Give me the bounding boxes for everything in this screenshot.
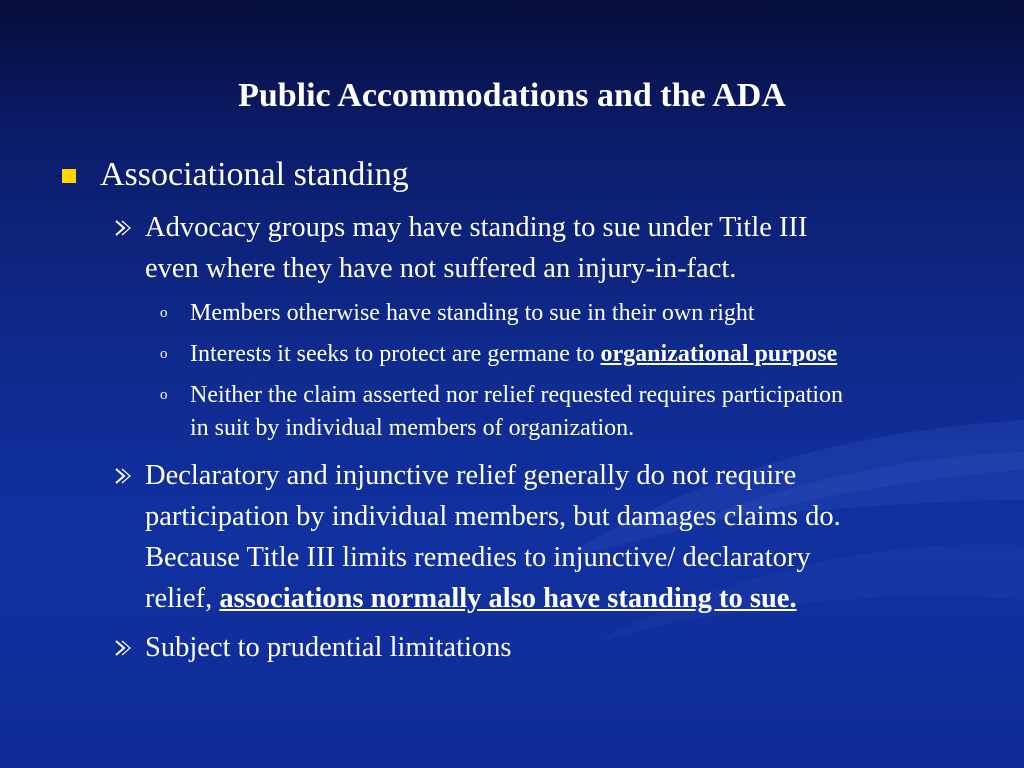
circle-bullet-icon: o xyxy=(160,305,168,321)
arrow-bullet-icon xyxy=(114,466,132,486)
requirement-text: Members otherwise have standing to sue in their own right xyxy=(190,300,755,326)
requirement-text: Interests it seeks to protect are germane to organizational purpose xyxy=(190,341,838,367)
arrow-bullet-icon xyxy=(114,218,132,238)
requirement-text: Neither the claim asserted nor relief requested requires participation in suit by individual members of organization. xyxy=(190,382,844,441)
emphasis-organizational-purpose: organizational purpose xyxy=(600,341,838,367)
square-bullet-icon xyxy=(62,169,76,183)
circle-bullet-icon: o xyxy=(160,387,168,403)
sub-bullet-text: Subject to prudential limitations xyxy=(145,632,512,663)
emphasis-associations-standing: associations normally also have standing to sue. xyxy=(219,583,797,614)
arrow-bullet-icon xyxy=(114,638,132,658)
slide-title: Public Accommodations and the ADA xyxy=(238,77,786,114)
sub-bullet-text: Advocacy groups may have standing to sue under Title III even where they have not suffered an injury-in-fact. xyxy=(145,212,808,284)
circle-bullet-icon: o xyxy=(160,346,168,362)
sub-bullet-text: Declaratory and injunctive relief generally do not require participation by individual members, but damages claims do. Because Title III limits remedies to injunctive/ declaratory relief, associations normally also have standing to sue. xyxy=(145,460,841,614)
bullet-text: Associational standing xyxy=(100,156,409,193)
